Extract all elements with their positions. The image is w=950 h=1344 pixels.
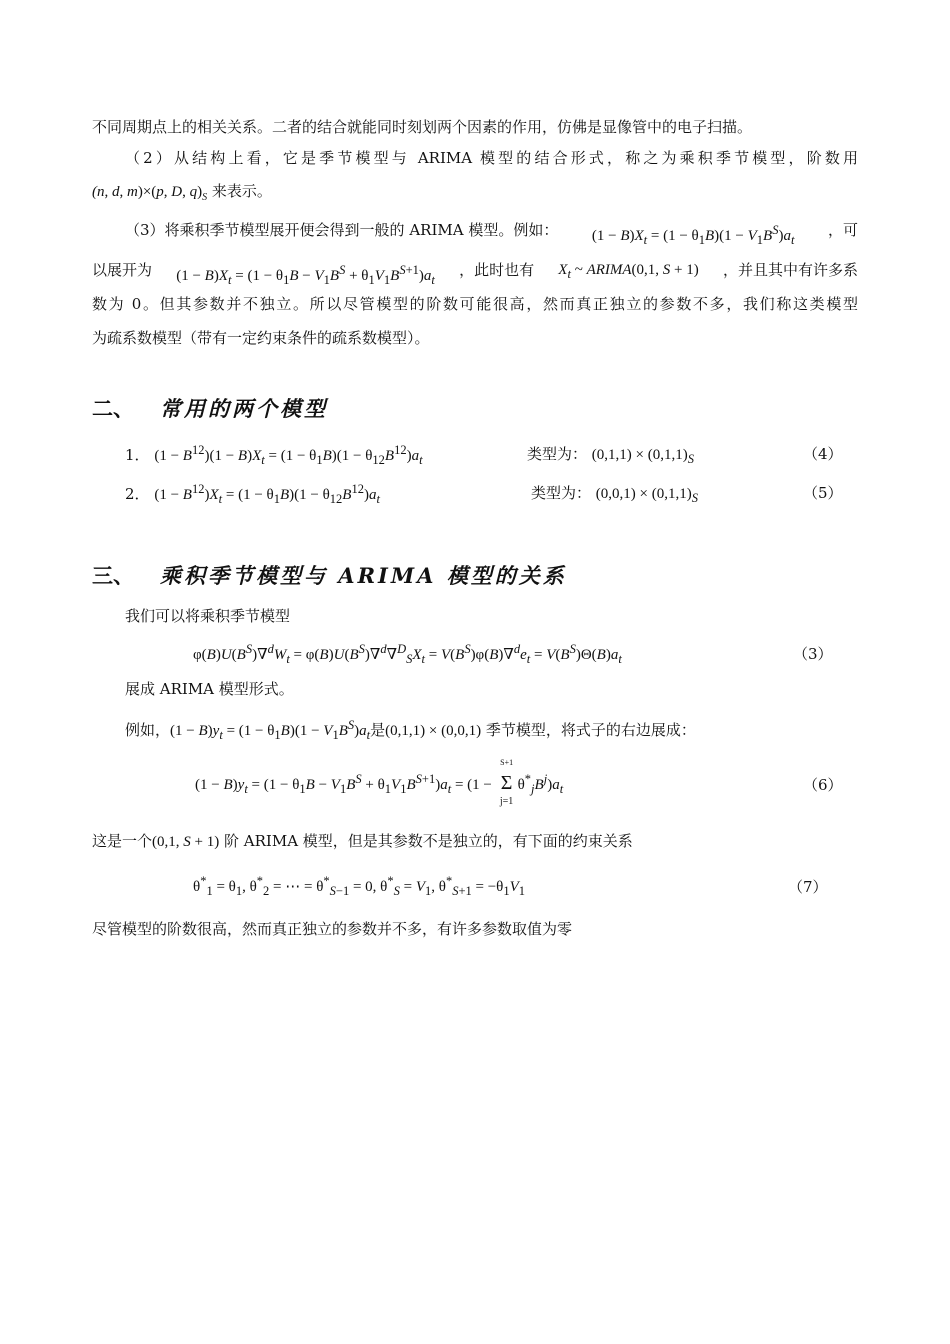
closing-line: 尽管模型的阶数很高，然而真正独立的参数并不多，有许多参数取值为零: [92, 920, 573, 938]
example-formula-1: $(1 - B)X_t = (1 - \theta_1B)(1 - V_1B^S)a_t$: [591, 223, 795, 247]
equation-number-6: （6）: [803, 776, 843, 794]
equation-3: $\varphi(B)U(B^S)\nabla^dW_t = \varphi(B)U(B^S)\nabla^d\nabla^D_SX_t = V(B^S)\varphi(B)\nabla^de_t = V(B^S)\Theta(B)a_t$: [193, 642, 622, 666]
model-2-formula: $(1 - B^{12})X_t = (1 - \theta_1B)(1 - \theta_{12}B^{12})a_t$: [154, 482, 380, 506]
equation-number-5: （5）: [803, 484, 843, 502]
after-equation-3: 展成 ARIMA 模型形式。: [125, 680, 294, 698]
equation-7: $\theta^*_1 = \theta_1$, $\theta^*_2$ = ⋯ = $\theta^*_{S-1} = 0$, $\theta^*_S = V_1$, $\theta^*_{S+1} = -\theta_1V_1$: [193, 874, 526, 898]
section-2-heading: 二、 常用的两个模型: [92, 396, 328, 421]
model-1-formula: $(1 - B^{12})(1 - B)X_t = (1 - \theta_1B)(1 - \theta_{12}B^{12})a_t$: [154, 443, 423, 467]
paragraph-1-text: 不同周期点上的相关关系。二者的结合就能同时刻划两个因素的作用，仿佛是显像管中的电子扫描。: [92, 118, 753, 136]
paragraph-3-line-1: （3）将乘积季节模型展开便会得到一般的 ARIMA 模型。例如： $(1 - B)X_t = (1 - \theta_1B)(1 - V_1B^S)a_t$ ，可: [125, 219, 858, 251]
paragraph-1: [92, 116, 752, 138]
after-equation-6: 这是一个(0,1, S + 1) 阶 ARIMA 模型，但是其参数不是独立的，有下面的约束关系: [92, 832, 633, 850]
paragraph-2-line-1: （2）从结构上看，它是季节模型与 ARIMA 模型的结合形式，称之为乘积季节模型，阶数用: [125, 149, 858, 167]
equation-6: $(1 - B)y_t = (1 - \theta_1B - V_1B^S + \theta_1V_1B^{S+1})a_t = (1$ − S+1 Σ j=1 $\theta^*_jB^j)a_t$: [195, 758, 564, 807]
example-formula-2: $(1 - B)y_t = (1 - \theta_1B)(1 - V_1B^S)a_t$: [170, 718, 371, 742]
paragraph-3-line-2: 以展开为 $(1 - B)X_t = (1 - \theta_1B - V_1B^S + \theta_1V_1B^{S+1})a_t$ ，此时也有 $X_t$ ~ ARIMA(0,1, S + 1) ，并且其中有许多系: [92, 259, 858, 291]
example-line: 例如，$(1 - B)y_t = (1 - \theta_1B)(1 - V_1B^S)a_t$是(0,1,1) × (0,0,1) 季节模型，将式子的右边展成：: [125, 718, 696, 742]
model-1: 1． $(1 - B^{12})(1 - B)X_t = (1 - \theta_1B)(1 - \theta_{12}B^{12})a_t$: [125, 443, 423, 467]
expanded-formula: $(1 - B)X_t = (1 - \theta_1B - V_1B^S + \theta_1V_1B^{S+1})a_t$: [176, 263, 435, 287]
equation-number-4: （4）: [803, 445, 843, 463]
model-2: 2． $(1 - B^{12})X_t = (1 - \theta_1B)(1 - \theta_{12}B^{12})a_t$: [125, 482, 380, 506]
section-3-intro: 我们可以将乘积季节模型: [125, 607, 291, 625]
order-notation: (n, d, m)×(p, D, $q)_S$: [92, 184, 208, 203]
model-2-type: 类型为： $(0,0,1) \times (0,1,1)_S$: [531, 484, 698, 505]
paragraph-2-line-2: (n, d, m)×(p, D, $q)_S$ 来表示。: [92, 182, 272, 203]
arima-notation: $X_t$ ~ ARIMA(0,1, S + 1): [558, 262, 699, 281]
paragraph-3-line-4: 为疏系数模型（带有一定约束条件的疏系数模型）。: [92, 329, 430, 347]
equation-number-7: （7）: [788, 878, 828, 896]
model-1-type: 类型为： $(0,1,1) \times (0,1,1)_S$: [527, 445, 694, 466]
section-3-heading: 三、 乘积季节模型与 ARIMA 模型的关系: [92, 563, 567, 588]
paragraph-3-line-3: 数为 0。但其参数并不独立。所以尽管模型的阶数可能很高，然而真正独立的参数不多，我们称这类模型: [92, 295, 858, 313]
summation: S+1 Σ j=1: [499, 758, 514, 807]
equation-number-3: （3）: [793, 645, 833, 663]
